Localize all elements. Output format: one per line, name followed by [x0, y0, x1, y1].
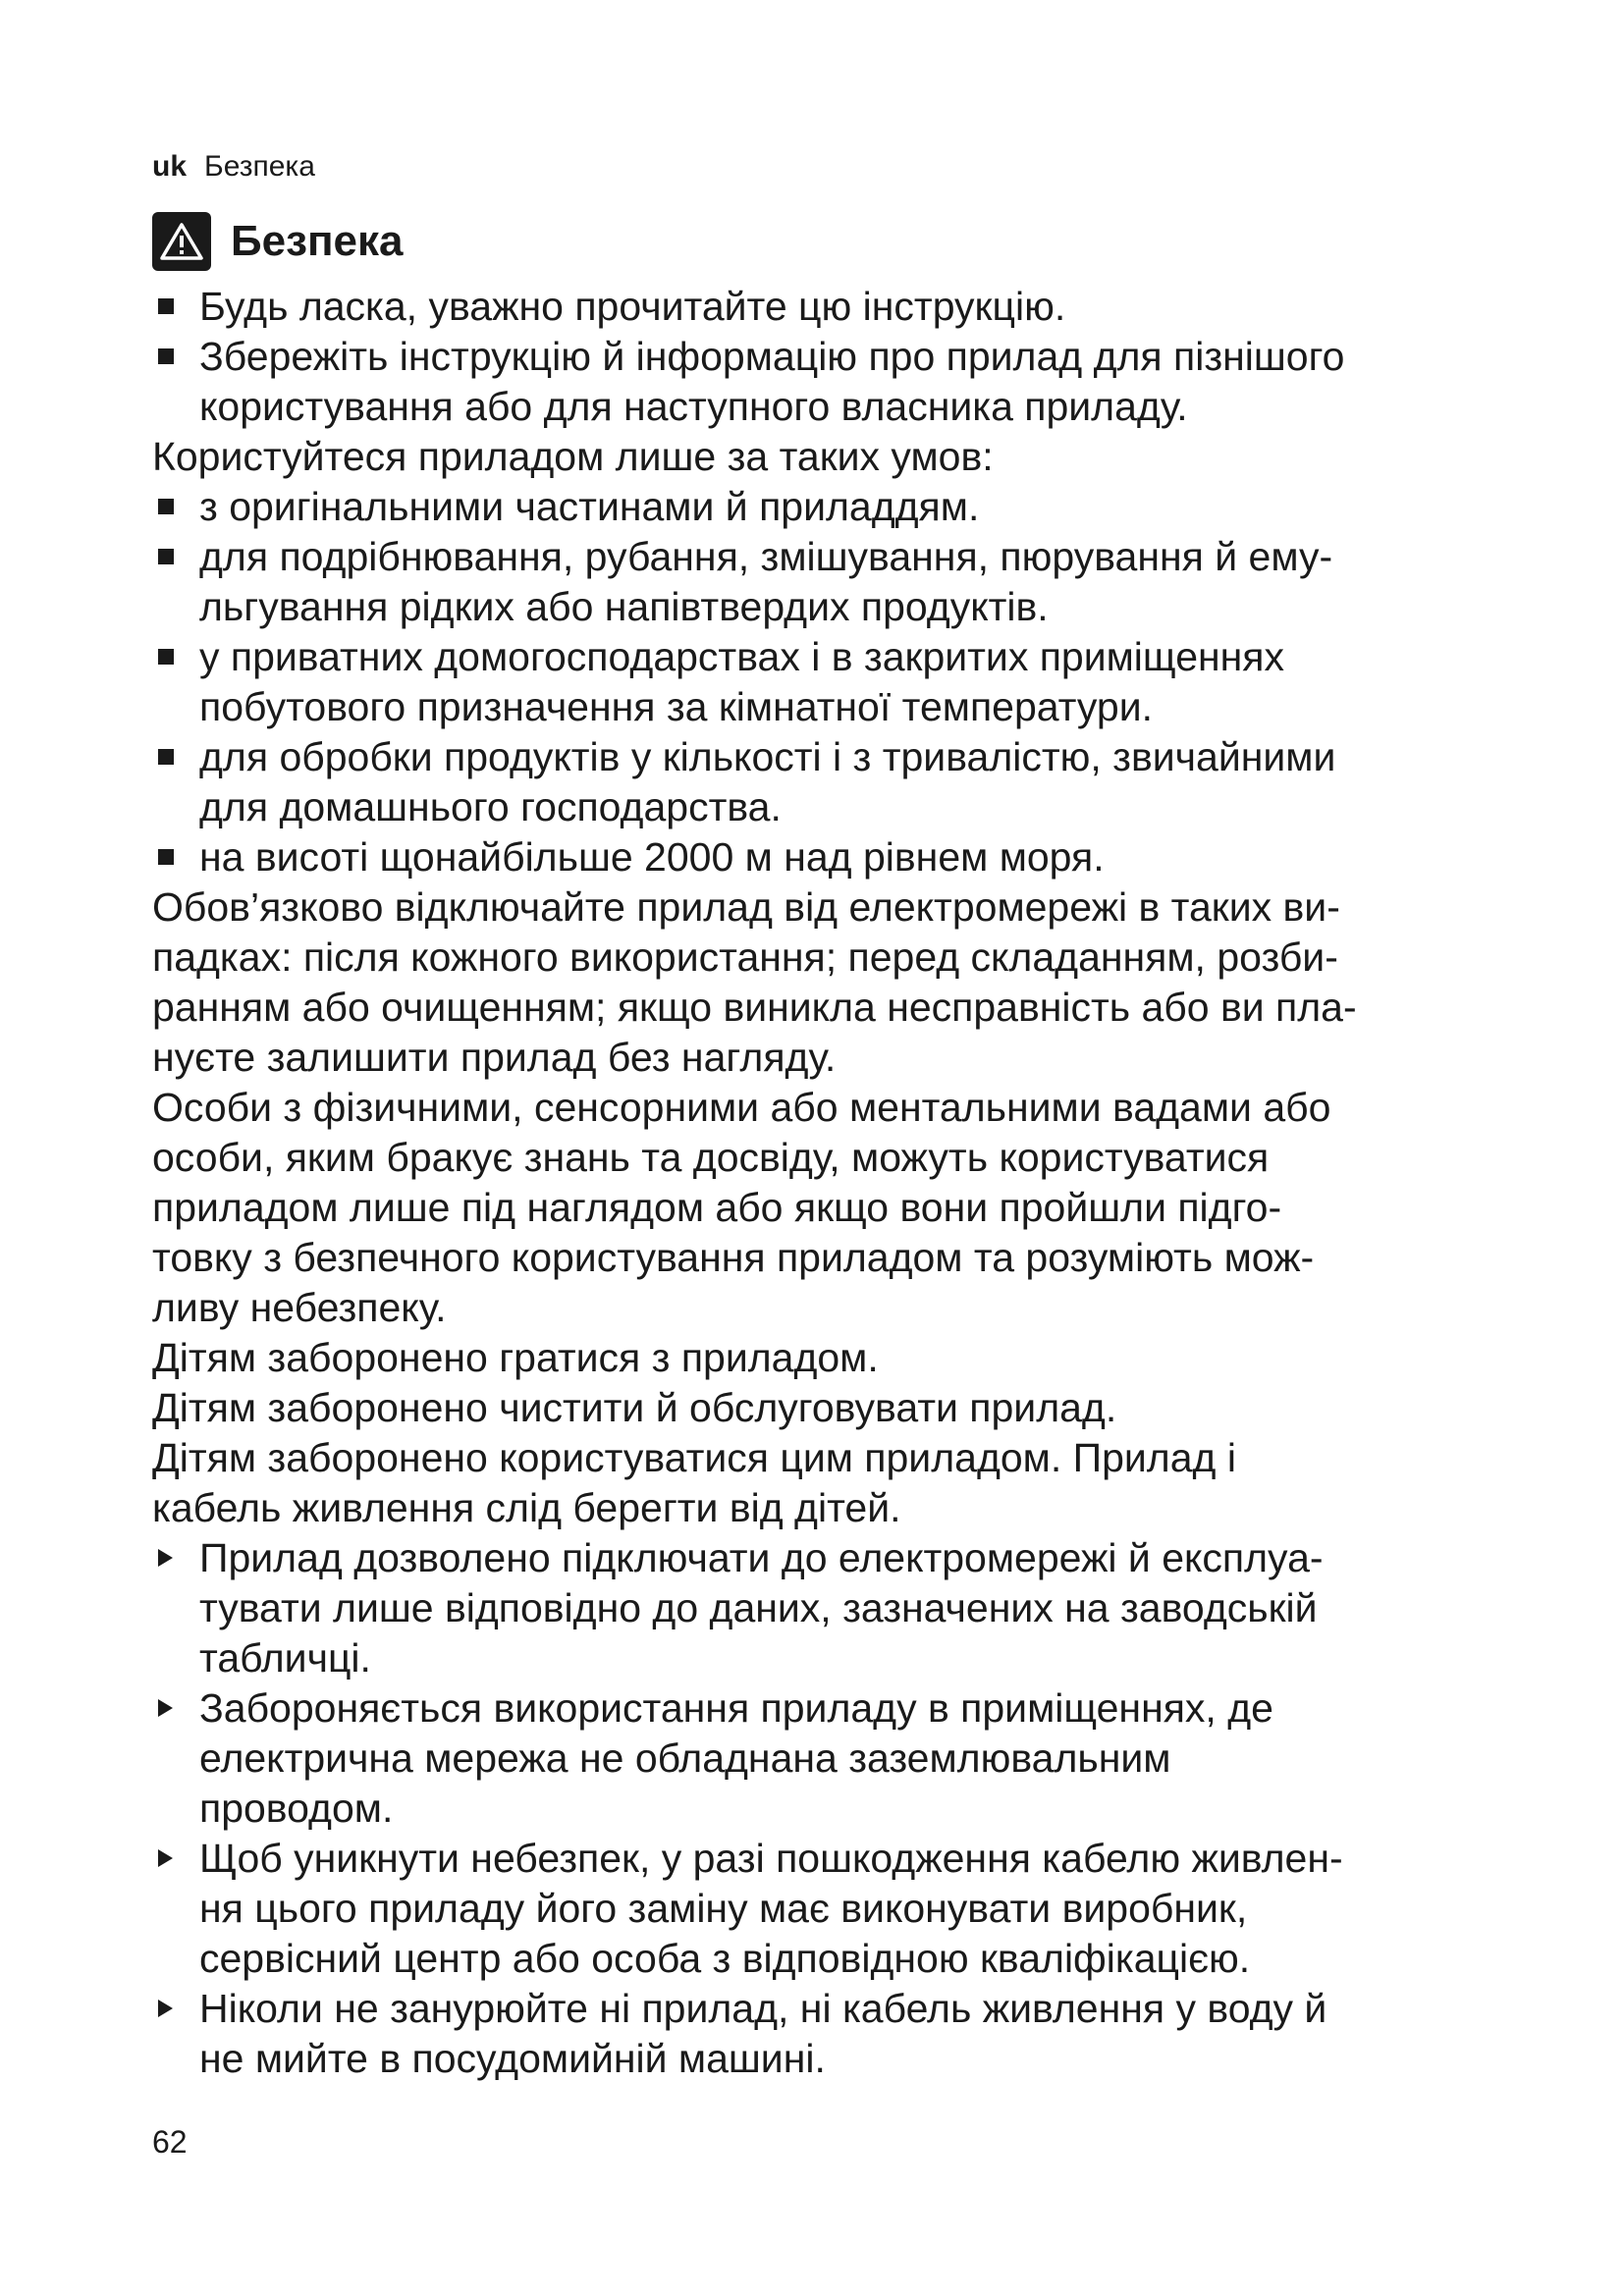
page-title: Безпека [231, 217, 404, 265]
instruction-item: Щоб уникнути небезпек, у разі пошкодження кабелю живлен- [152, 1834, 1497, 1884]
instruction-item-continued: сервісний центр або особа з відповідною кваліфікацією. [199, 1936, 1251, 1981]
paragraph-line: товку з безпечного користування приладом та розуміють мож- [152, 1235, 1315, 1280]
instruction-item-continued: проводом. [199, 1786, 394, 1831]
paragraph-line: Дітям заборонено користуватися цим приладом. Прилад і [152, 1435, 1236, 1480]
paragraph-line: ранням або очищенням; якщо виникла несправність або ви пла- [152, 985, 1357, 1030]
paragraph-line: Дітям заборонено чистити й обслуговувати прилад. [152, 1385, 1117, 1430]
bullet-item: у приватних домогосподарствах і в закритих приміщеннях [152, 632, 1497, 682]
instruction-item-continued: електрична мережа не обладнана заземлювальним [199, 1735, 1171, 1781]
section-heading [152, 212, 404, 271]
paragraph-line: особи, яким бракує знань та досвіду, можуть користуватися [152, 1135, 1270, 1180]
paragraph-line: Особи з фізичними, сенсорними або ментальними вадами або [152, 1085, 1331, 1130]
bullet-item: Збережіть інструкцію й інформацію про прилад для пізнішого [152, 332, 1497, 382]
page-number: 62 [152, 2124, 188, 2160]
bullet-item-continued: побутового призначення за кімнатної температури. [199, 684, 1154, 729]
instruction-item: Прилад дозволено підключати до електромережі й експлуа- [152, 1533, 1497, 1583]
instruction-item-continued: ня цього приладу його заміну має виконувати виробник, [199, 1886, 1248, 1931]
bullet-item-continued: для домашнього господарства. [199, 784, 782, 829]
warning-triangle-icon [152, 212, 211, 271]
paragraph-line: нуєте залишити прилад без нагляду. [152, 1035, 837, 1080]
instruction-item-continued: табличці. [199, 1635, 371, 1681]
header-section: Безпека [204, 150, 315, 183]
paragraph-line: приладом лише під наглядом або якщо вони пройшли підго- [152, 1185, 1282, 1230]
bullet-item: Будь ласка, уважно прочитайте цю інструкцію. [152, 282, 1497, 332]
paragraph-line: Користуйтеся приладом лише за таких умов: [152, 434, 994, 479]
language-code: uk [152, 150, 188, 183]
bullet-item-continued: користування або для наступного власника приладу. [199, 384, 1188, 429]
instruction-item-continued: не мийте в посудомийній машині. [199, 2036, 826, 2081]
paragraph-line: Обов’язково відключайте прилад від електромережі в таких ви- [152, 884, 1340, 930]
paragraph-line: кабель живлення слід берегти від дітей. [152, 1485, 901, 1530]
bullet-item: для обробки продуктів у кількості і з тривалістю, звичайними [152, 732, 1497, 782]
bullet-item-continued: льгування рідких або напівтвердих продуктів. [199, 584, 1049, 629]
safety-content [152, 282, 1497, 2084]
instruction-item-continued: тувати лише відповідно до даних, зазначених на заводській [199, 1585, 1318, 1630]
paragraph-line: Дітям заборонено гратися з приладом. [152, 1335, 879, 1380]
paragraph-line: падках: після кожного використання; перед складанням, розби- [152, 934, 1338, 980]
running-header [152, 149, 315, 185]
paragraph-line: ливу небезпеку. [152, 1285, 447, 1330]
bullet-item: на висоті щонайбільше 2000 м над рівнем моря. [152, 832, 1497, 882]
instruction-item: Ніколи не занурюйте ні прилад, ні кабель живлення у воду й [152, 1984, 1497, 2034]
bullet-item: з оригінальними частинами й приладдям. [152, 482, 1497, 532]
instruction-item: Забороняється використання приладу в приміщеннях, де [152, 1683, 1497, 1734]
bullet-item: для подрібнювання, рубання, змішування, пюрування й ему- [152, 532, 1497, 582]
